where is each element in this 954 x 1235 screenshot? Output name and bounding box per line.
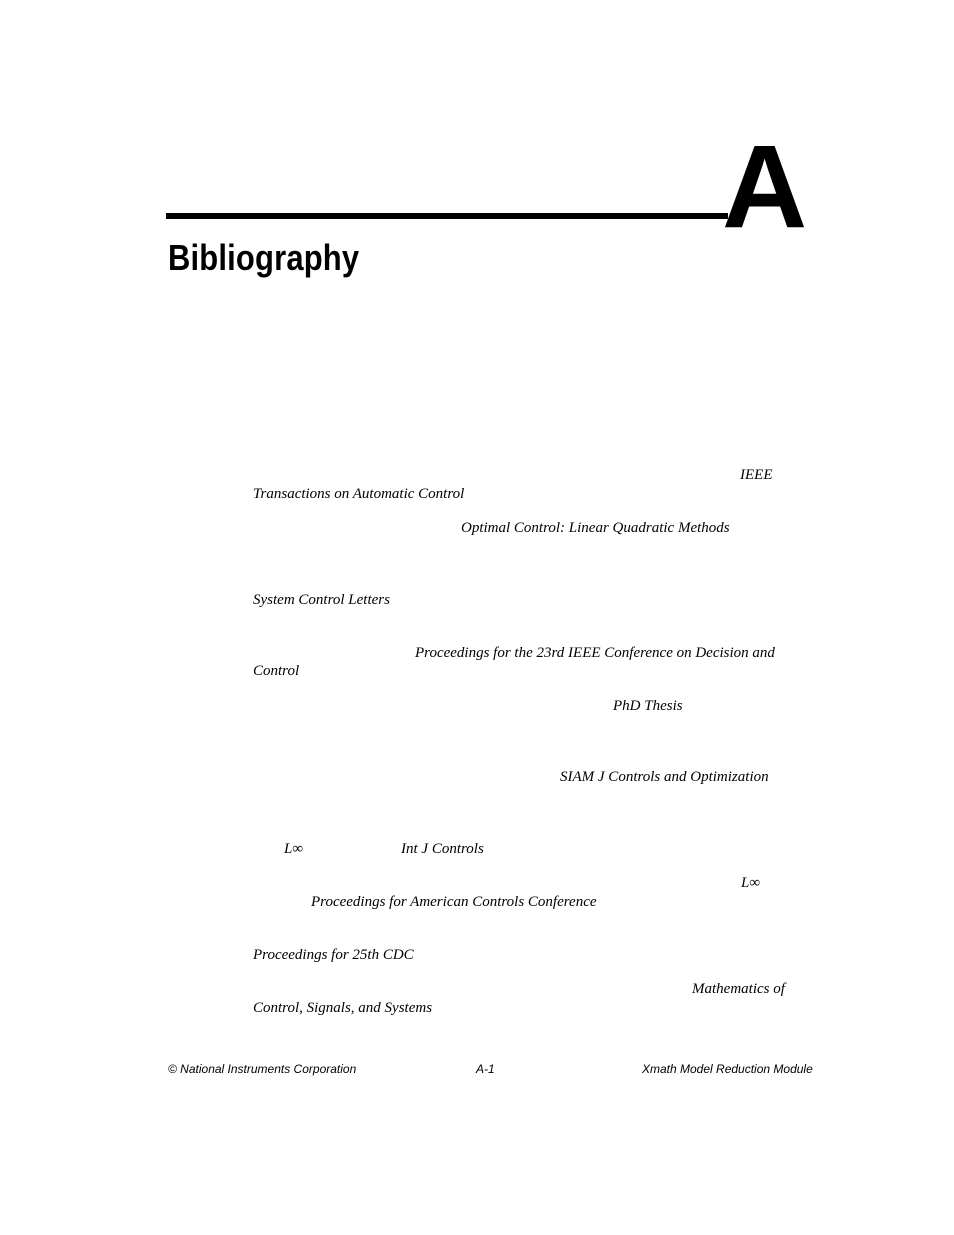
chapter-letter: A bbox=[722, 121, 806, 253]
reference-fragment: L∞ bbox=[741, 875, 761, 891]
reference-fragment: SIAM J Controls and Optimization bbox=[560, 769, 769, 785]
footer-right: Xmath Model Reduction Module bbox=[642, 1062, 813, 1076]
reference-fragment: System Control Letters bbox=[253, 592, 390, 608]
chapter-rule bbox=[166, 213, 728, 219]
reference-fragment: L∞ bbox=[284, 841, 304, 857]
reference-fragment: Proceedings for 25th CDC bbox=[253, 947, 414, 963]
reference-fragment: Int J Controls bbox=[401, 841, 484, 857]
reference-fragment: Control bbox=[253, 663, 300, 679]
footer-left: © National Instruments Corporation bbox=[168, 1062, 357, 1076]
reference-fragment: Proceedings for American Controls Conference bbox=[311, 894, 597, 910]
reference-fragment: IEEE bbox=[740, 467, 773, 483]
reference-fragment: PhD Thesis bbox=[613, 698, 683, 714]
page-number: A-1 bbox=[476, 1062, 495, 1076]
reference-fragment: Control, Signals, and Systems bbox=[253, 1000, 433, 1016]
reference-fragment: Mathematics of bbox=[692, 981, 785, 997]
reference-fragment: Optimal Control: Linear Quadratic Methods bbox=[461, 520, 730, 536]
page-title: Bibliography bbox=[168, 237, 360, 278]
reference-fragment: Transactions on Automatic Control bbox=[253, 486, 465, 502]
reference-fragment: Proceedings for the 23rd IEEE Conference on Decision and bbox=[415, 645, 775, 661]
